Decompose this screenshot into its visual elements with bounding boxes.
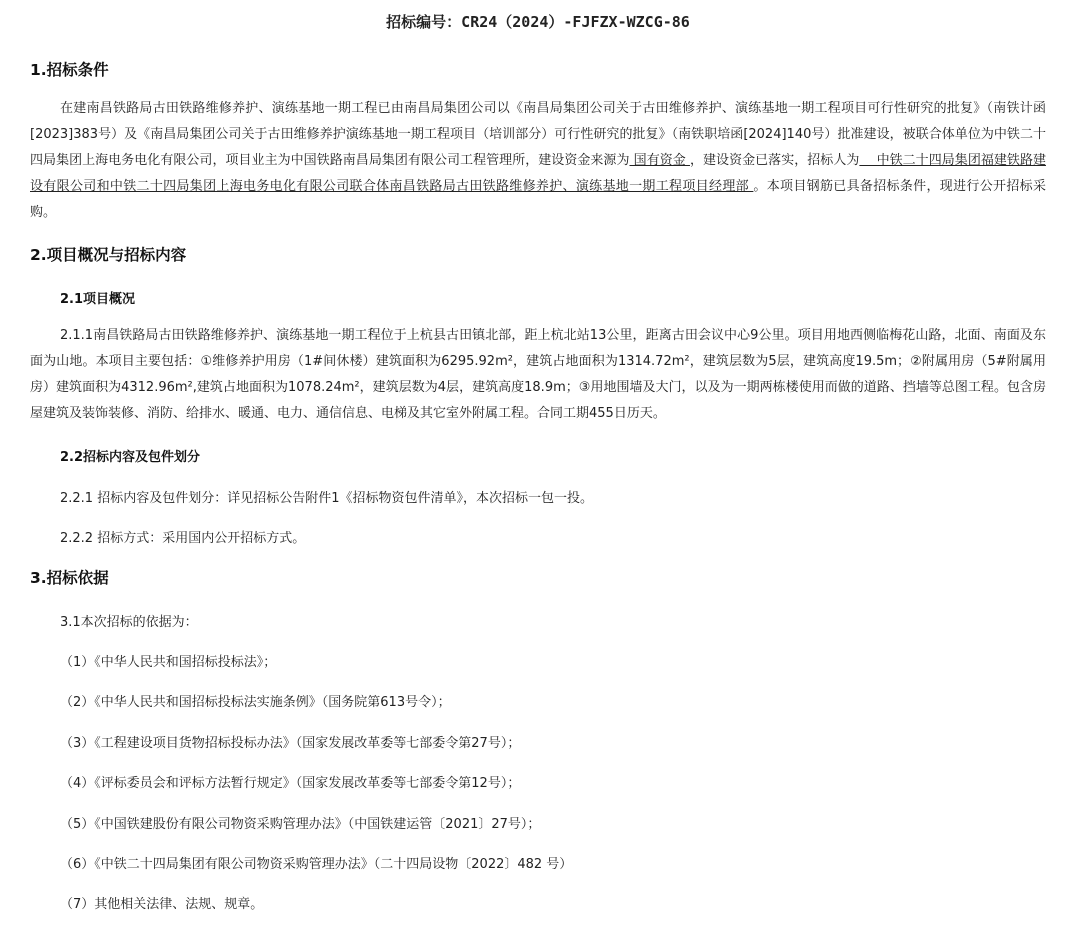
section-1-text-b: ，建设资金已落实，招标人为	[689, 153, 860, 168]
document-title: 招标编号：CR24（2024）-FJFZX-WZCG-86	[386, 13, 690, 31]
section-2-1-heading: 2.1项目概况	[60, 292, 136, 307]
tenderer-name: 中铁二十四局集团福建铁路建设有限公司和中铁二十四局集团上海电务电化有限公司联合体南昌铁路局古田铁路维修养护、演练基地一期工程项目经理部	[30, 153, 1046, 194]
basis-list-item: （1）《中华人民共和国招标投标法》；	[60, 655, 277, 670]
fund-source: 国有资金	[629, 153, 690, 168]
section-2-2-1-line: 2.2.1 招标内容及包件划分：详见招标公告附件1《招标物资包件清单》，本次招标一包一投。	[60, 491, 593, 506]
basis-list-item: （3）《工程建设项目货物招标投标办法》（国家发展改革委等七部委令第27号）；	[60, 736, 521, 751]
section-1-heading: 1.招标条件	[30, 61, 109, 79]
section-1-text-a: 在建南昌铁路局古田铁路维修养护、演练基地一期工程已由南昌局集团公司以《南昌局集团公司关于古田维修养护、演练基地一期工程项目可行性研究的批复》（南铁计函[2023]383号）及《南昌局集团公司关于古田维修养护演练基地一期工程项目（培训部分）可行性研究的批复》（南铁职培函[2024]140号）批准建设，被联合体单位为中铁二十四局集团上海电务电化有限公司，项目业主为中国铁路南昌局集团有限公司工程管理所，建设资金来源为	[30, 101, 1046, 168]
section-2-2-2-line: 2.2.2 招标方式：采用国内公开招标方式。	[60, 531, 306, 546]
basis-list-item: （6）《中铁二十四局集团有限公司物资采购管理办法》（二十四局设物〔2022〕482 号）	[60, 857, 573, 872]
section-3-heading: 3.招标依据	[30, 569, 109, 587]
basis-list-item: （5）《中国铁建股份有限公司物资采购管理办法》（中国铁建运管〔2021〕27号）；	[60, 817, 541, 832]
section-2-1-paragraph: 2.1.1南昌铁路局古田铁路维修养护、演练基地一期工程位于上杭县古田镇北部，距上杭北站13公里，距离古田会议中心9公里。项目用地西侧临梅花山路，北面、南面及东面为山地。本项目主要包括：①维修养护用房（1#间休楼）建筑面积为6295.92m²，建筑占地面积为1314.72m²，建筑层数为5层，建筑高度19.5m；②附属用房（5#附属用房）建筑面积为4312.96m²,建筑占地面积为1078.24m²，建筑层数为4层，建筑高度18.9m；③用地围墙及大门，以及为一期两栋楼使用而做的道路、挡墙等总图工程。包含房屋建筑及装饰装修、消防、给排水、暖通、电力、通信信息、电梯及其它室外附属工程。合同工期455日历天。	[30, 328, 1046, 421]
basis-list-item: （2）《中华人民共和国招标投标法实施条例》（国务院第613号令）；	[60, 695, 451, 710]
basis-list-item: （4）《评标委员会和评标方法暂行规定》（国家发展改革委等七部委令第12号）；	[60, 776, 521, 791]
section-1-paragraph	[30, 96, 1046, 226]
section-3-intro: 3.1本次招标的依据为：	[60, 615, 198, 630]
section-1-text-c: 。本项目钢筋已具备招标条件，现进行公开招标采购。	[30, 179, 1046, 220]
section-2-2-heading: 2.2招标内容及包件划分	[60, 450, 201, 465]
section-2-heading: 2.项目概况与招标内容	[30, 246, 187, 264]
basis-list-item: （7）其他相关法律、法规、规章。	[60, 897, 264, 912]
